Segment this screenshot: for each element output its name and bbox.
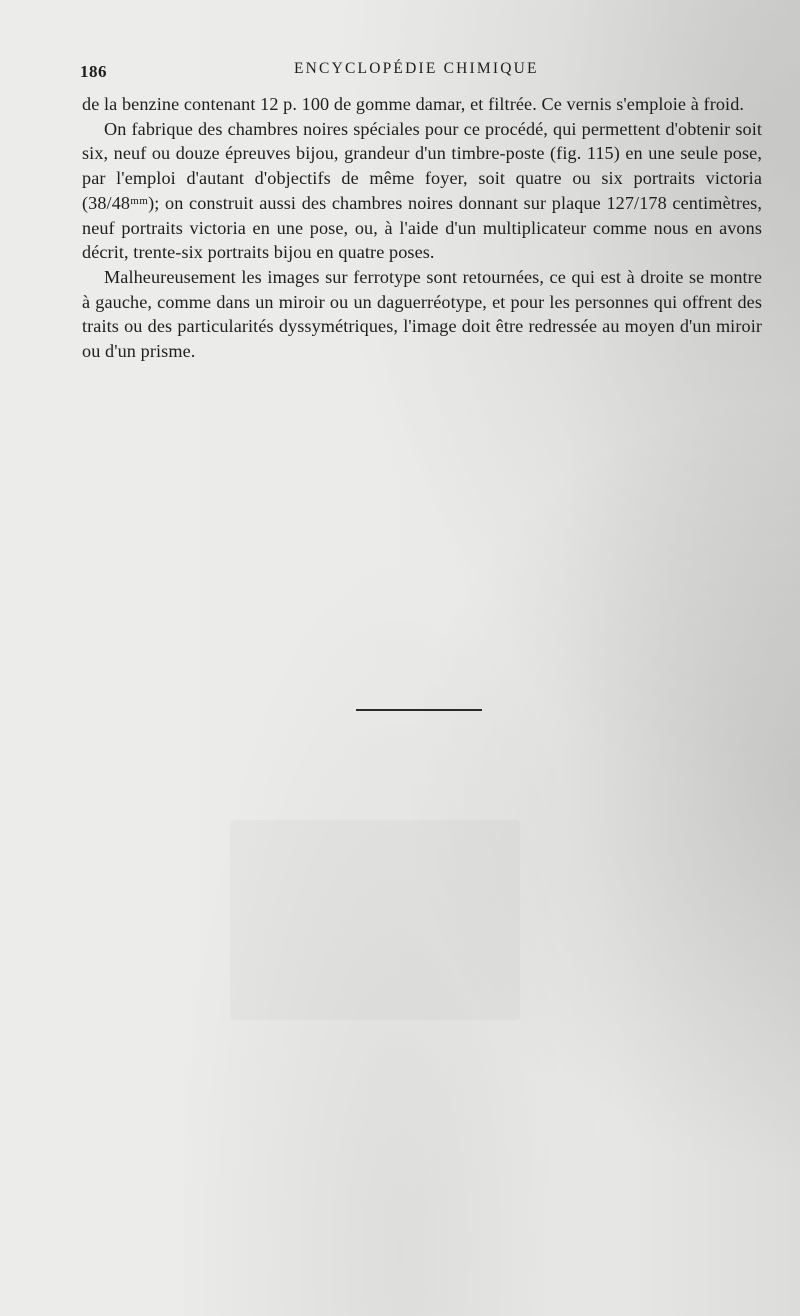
body-text xyxy=(82,92,762,364)
show-through-shadow xyxy=(230,820,520,1020)
page-number: 186 xyxy=(80,62,107,81)
paragraph-chambres-noires: On fabrique des chambres noires spéciales pour ce procédé, qui permettent d'obtenir soit six, neuf ou douze épreuves bijou, grandeur d'un timbre-poste (fig. 115) en une seule pose, par l'emploi d'autant d'objectifs de même foyer, soit quatre ou six portraits victoria (38/48ᵐᵐ); on construit aussi des chambres noires donnant sur plaque 127/178 centimètres, neuf portraits victoria en une pose, ou, à l'aide d'un multiplicateur comme nous en avons décrit, trente-six portraits bijou en quatre poses. xyxy=(82,118,762,263)
paragraph-images-retournees: Malheureusement les images sur ferrotype sont retournées, ce qui est à droite se montre à gauche, comme dans un miroir ou un daguerréotype, et pour les personnes qui offrent des traits ou des particularités dyssymétriques, l'image doit être redressée au moyen d'un miroir ou d'un prisme. xyxy=(82,266,762,362)
running-title: ENCYCLOPÉDIE CHIMIQUE xyxy=(294,60,539,77)
paragraph-continuation: de la benzine contenant 12 p. 100 de gomme damar, et filtrée. Ce vernis s'emploie à froid. xyxy=(82,94,745,114)
section-end-rule xyxy=(356,709,482,711)
page-header xyxy=(80,58,760,84)
